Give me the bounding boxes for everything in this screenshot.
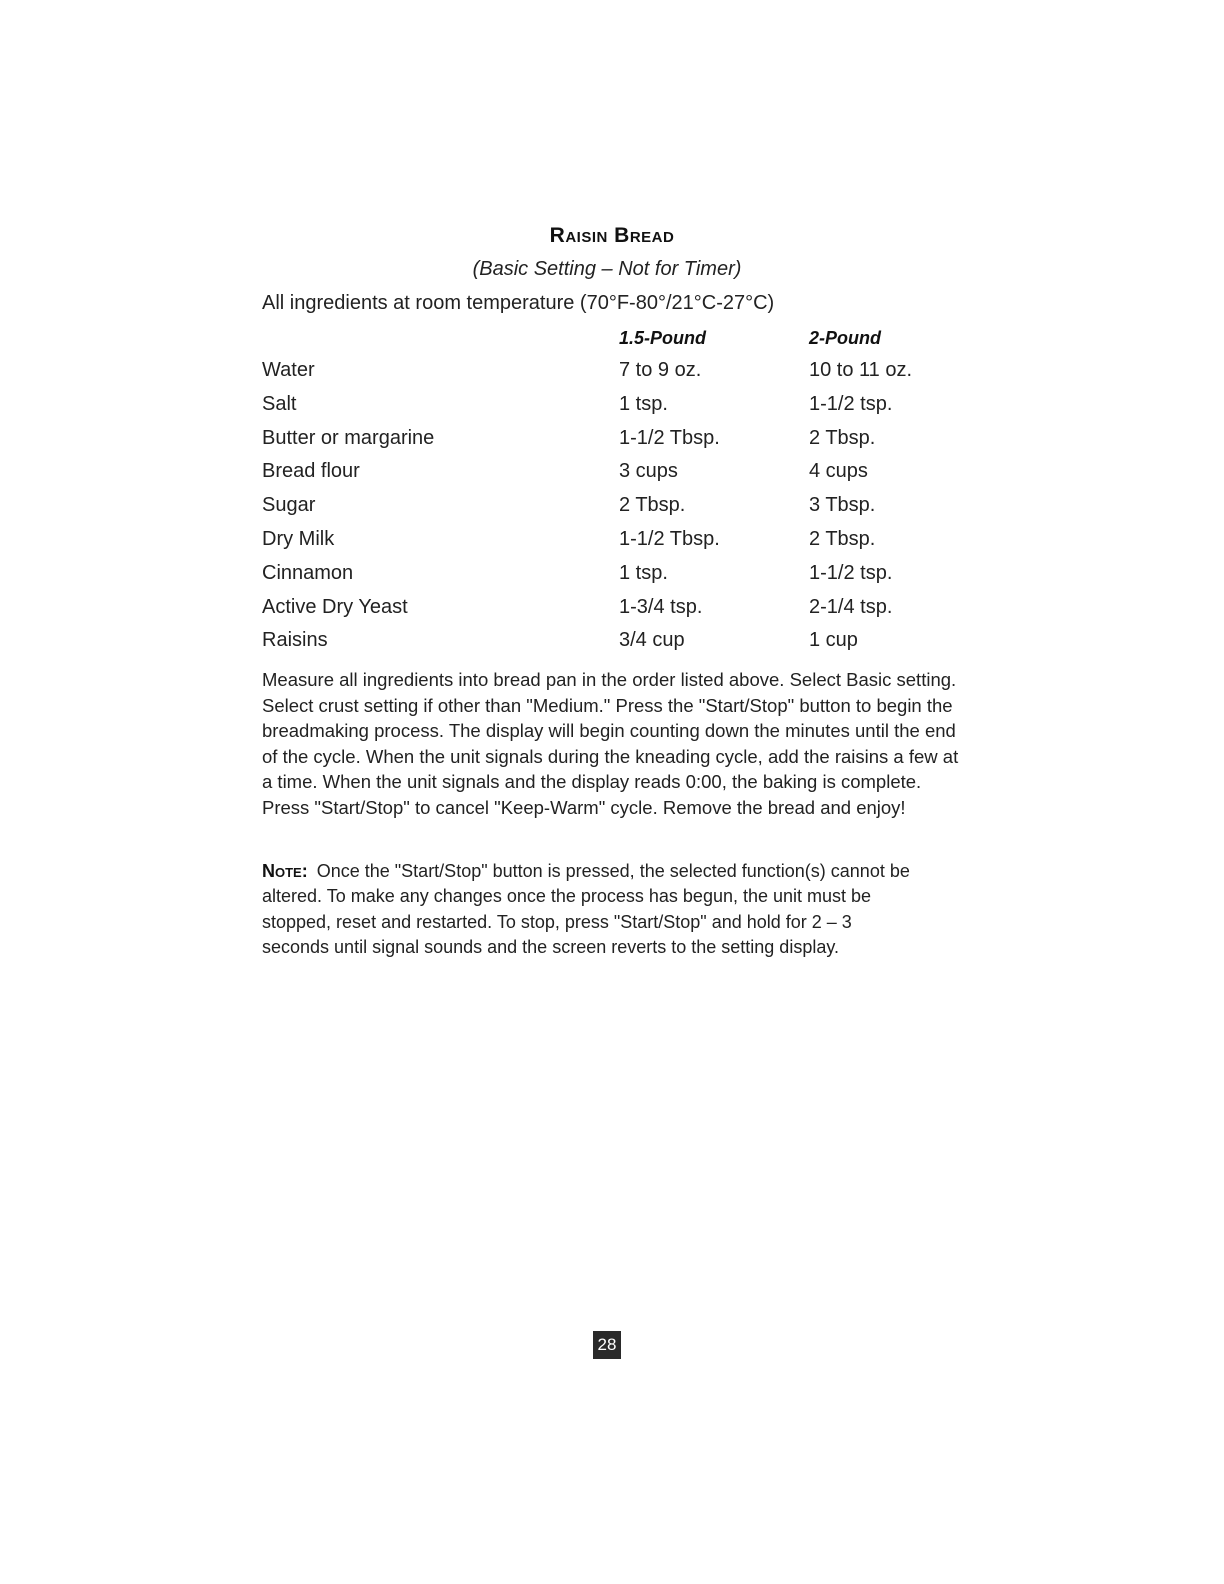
ingredient-amount-small: 1-1/2 Tbsp. bbox=[619, 426, 720, 449]
note-text: Once the "Start/Stop" button is pressed, the selected function(s) cannot be altered. To make any changes once the process has begun, the unit must be stopped, reset and restarted. To stop, press "Start/Stop" and hold for 2 – 3 seconds until signal sounds and the screen reverts to the setting display. bbox=[262, 861, 910, 957]
ingredient-amount-large: 2 Tbsp. bbox=[809, 426, 876, 449]
ingredient-amount-small: 1 tsp. bbox=[619, 561, 668, 584]
note-label: Note: bbox=[262, 861, 308, 881]
ingredient-row bbox=[262, 355, 962, 389]
ingredient-amount-small: 2 Tbsp. bbox=[619, 494, 686, 517]
ingredient-amount-small: 3/4 cup bbox=[619, 629, 685, 652]
ingredient-amount-small: 7 to 9 oz. bbox=[619, 359, 702, 381]
note-paragraph bbox=[262, 859, 922, 960]
ingredient-name: Bread flour bbox=[262, 460, 360, 483]
ingredient-row bbox=[262, 456, 962, 490]
ingredient-name: Salt bbox=[262, 392, 297, 415]
ingredient-amount-small: 1-3/4 tsp. bbox=[619, 595, 703, 618]
ingredient-row bbox=[262, 625, 962, 659]
ingredient-row bbox=[262, 423, 962, 457]
ingredient-amount-large: 3 Tbsp. bbox=[809, 494, 876, 517]
ingredient-row bbox=[262, 490, 962, 524]
ingredient-name: Dry Milk bbox=[262, 527, 335, 550]
column-header-large-loaf: 2-Pound bbox=[809, 328, 881, 348]
ingredient-row bbox=[262, 558, 962, 592]
ingredient-amount-large: 4 cups bbox=[809, 460, 868, 483]
ingredient-amount-large: 10 to 11 oz. bbox=[809, 359, 913, 381]
recipe-title: Raisin Bread bbox=[549, 224, 675, 247]
ingredient-table bbox=[262, 355, 962, 659]
ingredient-name: Active Dry Yeast bbox=[262, 595, 408, 618]
ingredient-amount-large: 1-1/2 tsp. bbox=[809, 392, 893, 415]
ingredient-name: Water bbox=[262, 359, 315, 381]
ingredient-name: Raisins bbox=[262, 629, 328, 652]
ingredient-amount-large: 1 cup bbox=[809, 629, 858, 652]
ingredient-name: Butter or margarine bbox=[262, 426, 435, 449]
ingredient-row bbox=[262, 389, 962, 423]
column-header-small-loaf: 1.5-Pound bbox=[619, 328, 707, 348]
ingredient-amount-small: 1-1/2 Tbsp. bbox=[619, 527, 720, 550]
ingredient-amount-small: 3 cups bbox=[619, 460, 678, 483]
ingredient-amount-large: 1-1/2 tsp. bbox=[809, 561, 893, 584]
ingredient-name: Cinnamon bbox=[262, 561, 354, 584]
recipe-intro: All ingredients at room temperature (70°F-80°/21°C-27°C) bbox=[262, 292, 775, 314]
ingredient-row bbox=[262, 524, 962, 558]
page-number: 28 bbox=[593, 1331, 621, 1359]
ingredient-amount-small: 1 tsp. bbox=[619, 392, 668, 415]
ingredient-row bbox=[262, 592, 962, 626]
ingredient-amount-large: 2-1/4 tsp. bbox=[809, 595, 893, 618]
recipe-instructions: Measure all ingredients into bread pan in the order listed above. Select Basic setting. Select crust setting if other than "Medium." Press the "Start/Stop" button to begin the breadmaking process. The display will begin counting down the minutes until the end of the cycle. When the unit signals during the kneading cycle, add the raisins a few at a time. When the unit signals and the display reads 0:00, the baking is complete. Press "Start/Stop" to cancel "Keep-Warm" cycle. Remove the bread and enjoy! bbox=[262, 669, 959, 818]
recipe-subtitle: (Basic Setting – Not for Timer) bbox=[472, 258, 742, 280]
ingredient-name: Sugar bbox=[262, 494, 316, 517]
ingredient-amount-large: 2 Tbsp. bbox=[809, 527, 876, 550]
